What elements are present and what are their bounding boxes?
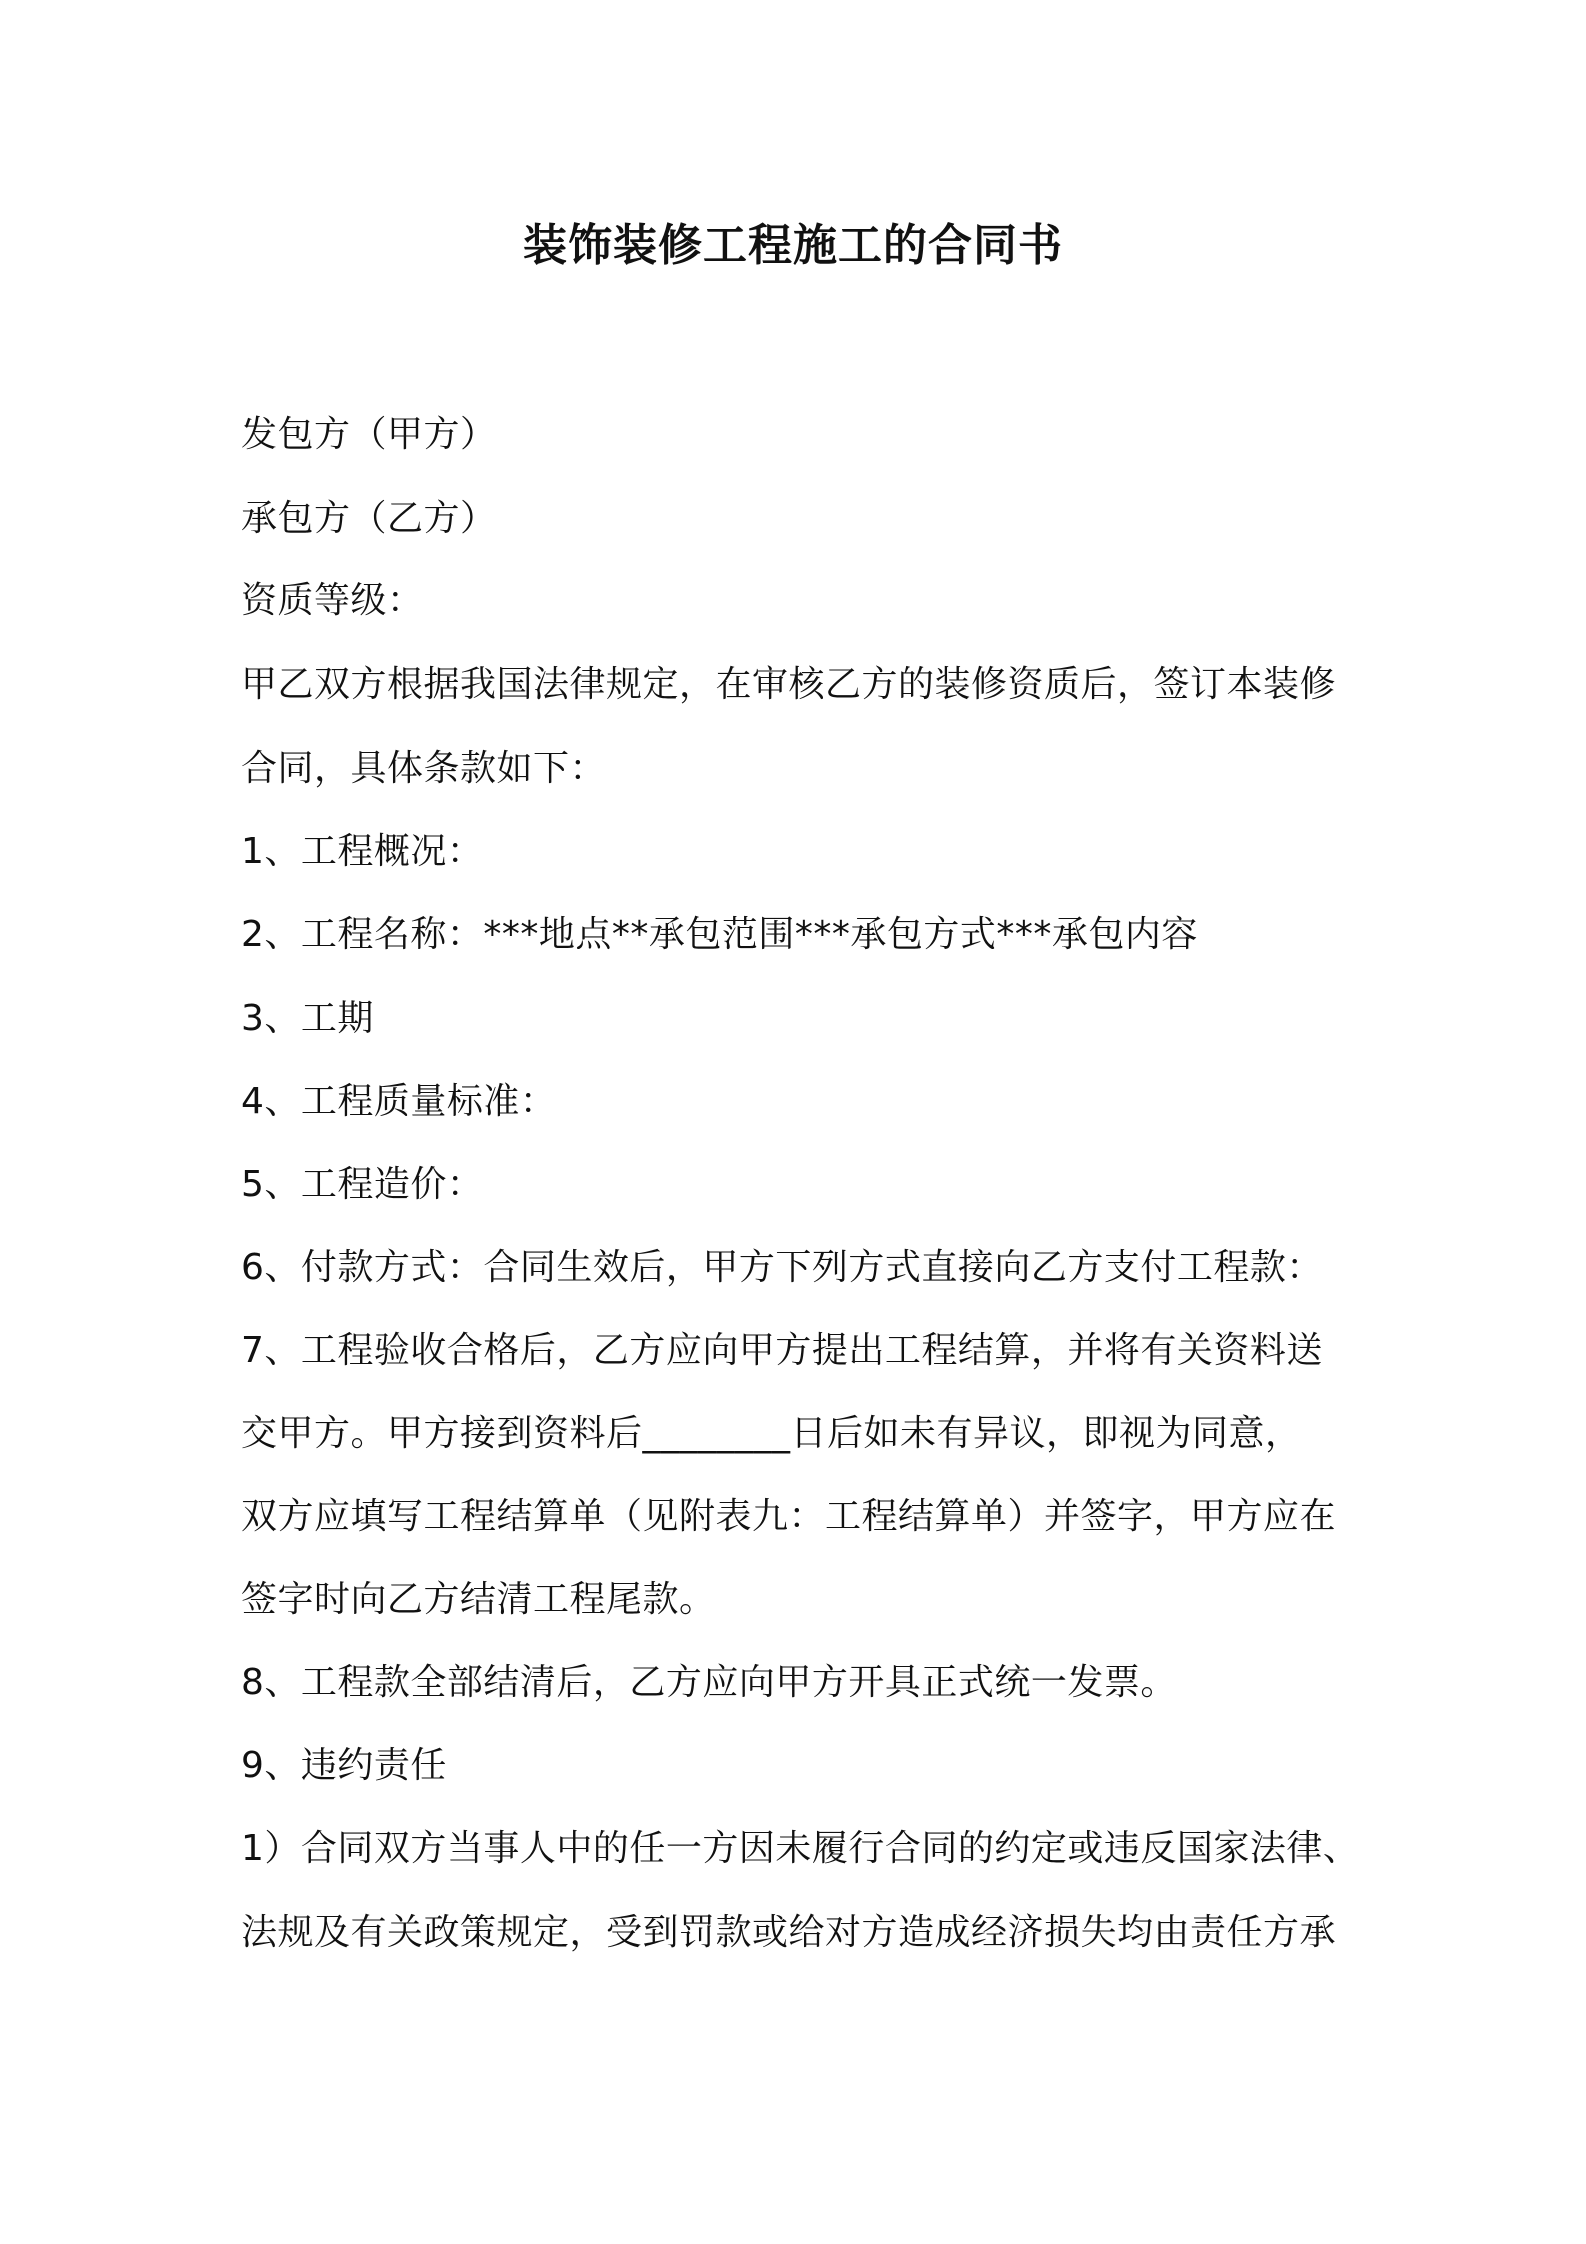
liability-item-1-line-2: 法规及有关政策规定，受到罚款或给对方造成经济损失均由责任方承: [241, 1912, 1337, 1953]
clause-7-line-4: 签字时向乙方结清工程尾款。: [241, 1579, 716, 1620]
intro-line-1: 甲乙双方根据我国法律规定，在审核乙方的装修资质后，签订本装修: [241, 664, 1337, 705]
party-a-line: 发包方（甲方）: [241, 414, 497, 455]
clause-6-line: 6、付款方式：合同生效后，甲方下列方式直接向乙方支付工程款：: [241, 1247, 1323, 1288]
clause-8-line: 8、工程款全部结清后，乙方应向甲方开具正式统一发票。: [241, 1662, 1177, 1703]
clause-1-line: 1、工程概况：: [241, 831, 484, 872]
clause-3-line: 3、工期: [241, 998, 374, 1039]
clause-7-line-2: 交甲方。甲方接到资料后________日后如未有异议，即视为同意，: [241, 1413, 1302, 1454]
intro-line-2: 合同，具体条款如下：: [241, 748, 607, 789]
clause-2-line: 2、工程名称：***地点**承包范围***承包方式***承包内容: [241, 914, 1198, 955]
party-b-line: 承包方（乙方）: [241, 498, 497, 539]
qualification-line: 资质等级：: [241, 580, 424, 621]
document-title: 装饰装修工程施工的合同书: [523, 220, 1063, 271]
clause-5-line: 5、工程造价：: [241, 1164, 484, 1205]
liability-item-1-line-1: 1）合同双方当事人中的任一方因未履行合同的约定或违反国家法律、: [241, 1828, 1360, 1869]
clause-7-line-3: 双方应填写工程结算单（见附表九：工程结算单）并签字，甲方应在: [241, 1496, 1337, 1537]
clause-9-line: 9、违约责任: [241, 1745, 447, 1786]
clause-4-line: 4、工程质量标准：: [241, 1081, 557, 1122]
clause-7-line-1: 7、工程验收合格后，乙方应向甲方提出工程结算，并将有关资料送: [241, 1330, 1323, 1371]
